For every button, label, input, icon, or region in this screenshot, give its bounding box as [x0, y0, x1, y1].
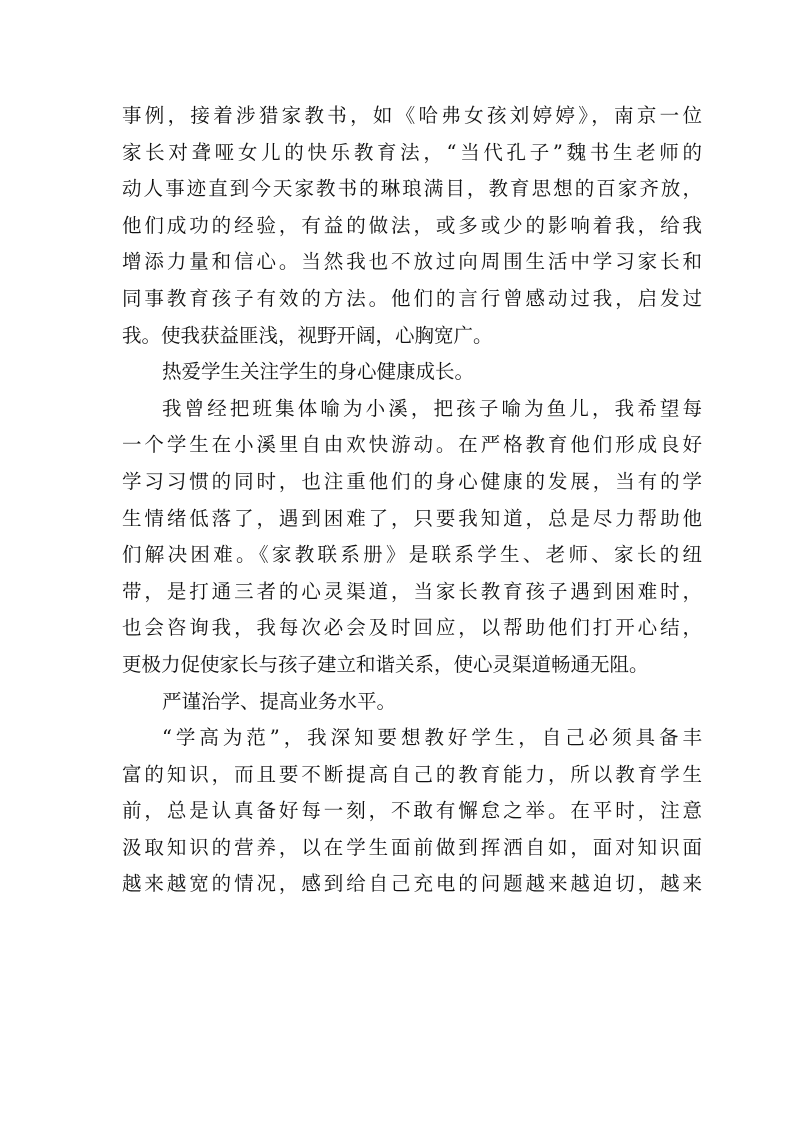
- text-line: 学习习惯的同时，也注重他们的身心健康的发展，当有的学: [122, 469, 702, 493]
- text-line: 事例，接着涉猎家教书，如《哈弗女孩刘婷婷》，南京一位: [122, 104, 702, 127]
- text-line: 同事教育孩子有效的方法。他们的言行曾感动过我，启发过: [122, 286, 702, 310]
- text-line: “学高为范”，我深知要想教好学生，自己必须具备丰: [162, 726, 702, 750]
- text-line: 越来越宽的情况，感到给自己充电的问题越来越迫切，越来: [122, 872, 702, 896]
- section-heading: 严谨治学、提高业务水平。: [162, 689, 397, 713]
- text-line: 家长对聋哑女儿的快乐教育法，“当代孔子”魏书生老师的: [122, 140, 702, 164]
- text-line: 也会咨询我，我每次必会及时回应，以帮助他们打开心结，: [122, 616, 702, 640]
- text-line: 汲取知识的营养，以在学生面前做到挥洒自如，面对知识面: [122, 835, 702, 859]
- text-line: 前，总是认真备好每一刻，不敢有懈怠之举。在平时，注意: [122, 799, 702, 823]
- section-heading: 热爱学生关注学生的身心健康成长。: [162, 360, 475, 384]
- text-line: 我。使我获益匪浅，视野开阔，心胸宽广。: [122, 323, 493, 347]
- text-line: 们解决困难。《家教联系册》是联系学生、老师、家长的纽: [122, 543, 702, 567]
- text-line: 一个学生在小溪里自由欢快游动。在严格教育他们形成良好: [122, 433, 702, 457]
- text-line: 带，是打通三者的心灵渠道，当家长教育孩子遇到困难时，: [122, 579, 702, 603]
- text-line: 动人事迹直到今天家教书的琳琅满目，教育思想的百家齐放，: [122, 177, 702, 201]
- text-line: 更极力促使家长与孩子建立和谐关系，使心灵渠道畅通无阻。: [122, 652, 649, 676]
- text-line: 增添力量和信心。当然我也不放过向周围生活中学习家长和: [122, 250, 702, 274]
- text-line: 我曾经把班集体喻为小溪，把孩子喻为鱼儿，我希望每: [162, 396, 702, 420]
- text-line: 生情绪低落了，遇到困难了，只要我知道，总是尽力帮助他: [122, 506, 702, 530]
- document-body: [122, 98, 702, 903]
- text-line: 富的知识，而且要不断提高自己的教育能力，所以教育学生: [122, 762, 702, 786]
- text-line: 他们成功的经验，有益的做法，或多或少的影响着我，给我: [122, 213, 702, 237]
